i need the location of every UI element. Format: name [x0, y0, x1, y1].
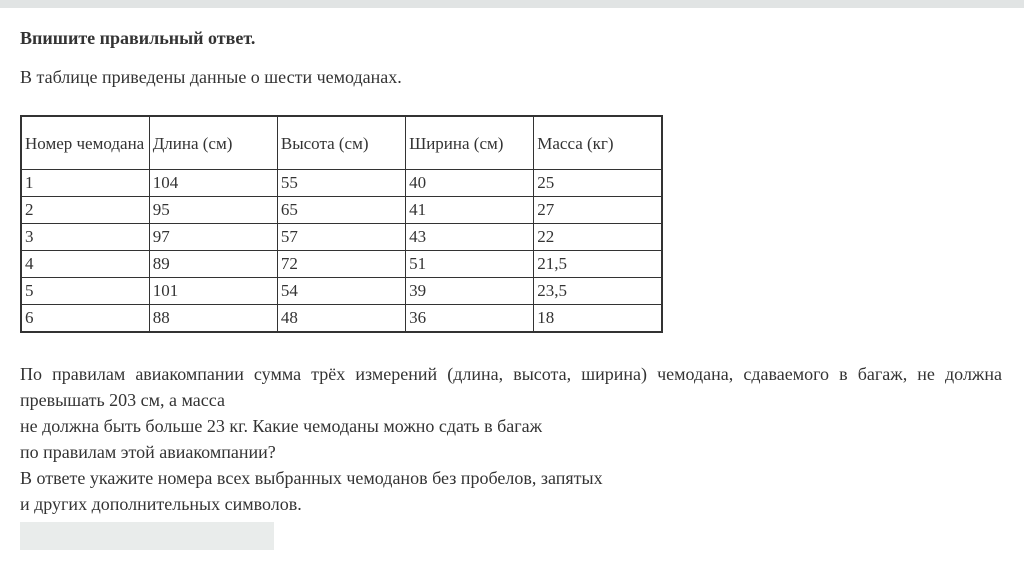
table-row — [21, 305, 662, 333]
table-cell: 95 — [149, 197, 277, 224]
top-bar — [0, 0, 1024, 8]
table-row — [21, 278, 662, 305]
suitcase-table — [20, 115, 663, 333]
table-cell: 97 — [149, 224, 277, 251]
table-cell: 18 — [534, 305, 662, 333]
text-line: по правилам этой авиакомпании? — [20, 442, 276, 462]
table-cell: 1 — [21, 170, 149, 197]
table-cell: 51 — [406, 251, 534, 278]
table-cell: 25 — [534, 170, 662, 197]
table-cell: 65 — [277, 197, 405, 224]
table-cell: 39 — [406, 278, 534, 305]
table-cell: 40 — [406, 170, 534, 197]
text-line: превышать 203 см, а масса — [20, 390, 225, 410]
question-intro: В таблице приведены данные о шести чемоданах. — [20, 67, 402, 87]
text-line: и других дополнительных символов. — [20, 494, 302, 514]
table-cell: 101 — [149, 278, 277, 305]
table-cell: 3 — [21, 224, 149, 251]
answer-input[interactable] — [20, 522, 274, 550]
question-text — [20, 361, 1002, 517]
table-cell: 41 — [406, 197, 534, 224]
question-panel — [0, 27, 1022, 550]
table-row — [21, 197, 662, 224]
table-cell: 21,5 — [534, 251, 662, 278]
column-header-length: Длина (см) — [149, 116, 277, 170]
table-cell: 2 — [21, 197, 149, 224]
table-cell: 27 — [534, 197, 662, 224]
table-row — [21, 251, 662, 278]
table-cell: 22 — [534, 224, 662, 251]
table-row — [21, 224, 662, 251]
table-cell: 54 — [277, 278, 405, 305]
table-cell: 6 — [21, 305, 149, 333]
table-cell: 36 — [406, 305, 534, 333]
text-line: В ответе укажите номера всех выбранных чемоданов без пробелов, запятых — [20, 468, 603, 488]
column-header-height: Высота (см) — [277, 116, 405, 170]
column-header-mass: Масса (кг) — [534, 116, 662, 170]
column-header-width: Ширина (см) — [406, 116, 534, 170]
table-cell: 55 — [277, 170, 405, 197]
column-header-number: Номер чемодана — [21, 116, 149, 170]
table-cell: 5 — [21, 278, 149, 305]
table-cell: 72 — [277, 251, 405, 278]
table-cell: 89 — [149, 251, 277, 278]
table-cell: 43 — [406, 224, 534, 251]
table-cell: 4 — [21, 251, 149, 278]
table-cell: 23,5 — [534, 278, 662, 305]
text-line: не должна быть больше 23 кг. Какие чемоданы можно сдать в багаж — [20, 416, 543, 436]
question-title: Впишите правильный ответ. — [20, 28, 256, 48]
text-line: По правилам авиакомпании сумма трёх измерений (длина, высота, ширина) чемодана, сдаваемого в багаж, не должна — [20, 364, 1002, 384]
table-cell: 57 — [277, 224, 405, 251]
table-header-row — [21, 116, 662, 170]
table-cell: 104 — [149, 170, 277, 197]
table-cell: 88 — [149, 305, 277, 333]
table-cell: 48 — [277, 305, 405, 333]
table-row — [21, 170, 662, 197]
